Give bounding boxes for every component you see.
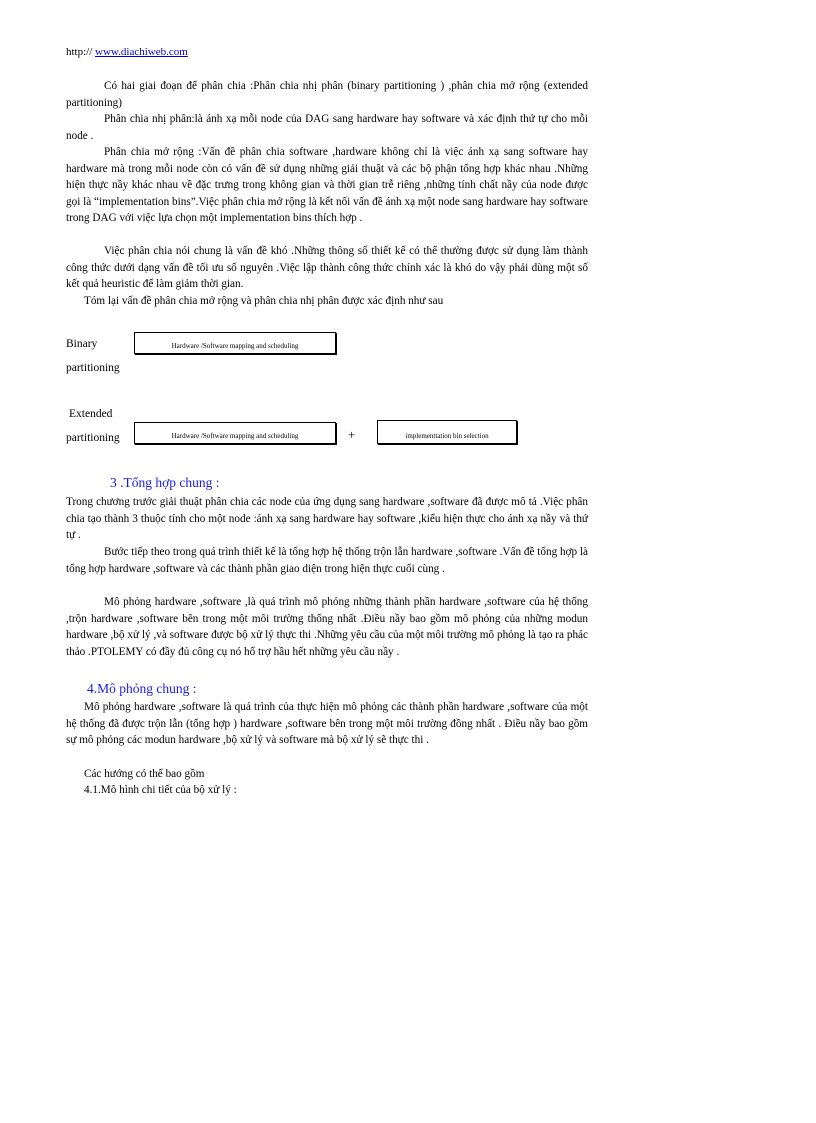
section-4-paragraph-1: Mô phỏng hardware ,software là quá trình của thực hiện mô phỏng các thành phần hardware ,software của một hệ thống đã được trộn lẫn (tổng hợp ) hardware ,software bên trong một môi trường đồng nhất . Điều nầy bao gồm sự mô phỏng các modun hardware ,bộ xử lý và software mà bộ xử lý sẽ thực thi . <box>66 701 588 747</box>
intro-paragraph-2: Phân chia nhị phân:là ánh xạ mỗi node của DAG sang hardware hay software và xác định thứ tự cho mỗi node . <box>66 113 588 142</box>
header-link[interactable]: www.diachiweb.com <box>95 46 188 58</box>
section-3-paragraph-2: Bước tiếp theo trong quá trình thiết kế là tổng hợp hệ thống trộn lẫn hardware ,software .Vấn đề tổng hợp là tổng hợp hardware ,software và các thành phần giao diện trong hiện thực cuối cùng . <box>66 546 588 575</box>
intro-paragraph-3: Phân chia mở rộng :Vấn đề phân chia software ,hardware không chỉ là việc ánh xạ sang software hay hardware mà trong mỗi node còn có vấn đề sử dụng những giải thuật và các bộ phận tổng hợp khác nhau .Những hiện thực nầy khác nhau về đặc trưng trong không gian và thời gian trễ riêng ,những tính chất nầy của node được gọi là “implementation bins”.Việc phân chia mở rộng là kết nối vấn đề ánh xạ một node sang hardware hay software trong DAG với việc lựa chọn một implementation bins thích hợp . <box>66 146 588 225</box>
binary-label-1: Binary <box>66 338 98 350</box>
section-3-paragraph-1: Trong chương trước giải thuật phân chia các node của ứng dụng sang hardware ,software đã được mô tả .Việc phân chia tạo thành 3 thuộc tính cho một node :ánh xạ sang hardware hay software ,kiểu hiện thực cho ánh xạ nầy và thứ tự . <box>66 496 588 542</box>
section-4-heading: 4.Mô phỏng chung : <box>87 681 197 696</box>
binary-label-2: partitioning <box>66 362 120 374</box>
binary-mapping-box: Hardware /Software mapping and scheduling <box>134 332 336 354</box>
extended-label-1: Extended <box>69 408 113 420</box>
plus-sign: + <box>348 427 356 442</box>
page-header <box>66 44 188 61</box>
extended-mapping-box: Hardware /Software mapping and scheduling <box>134 422 336 444</box>
implementation-bin-box: implementtation bin selection <box>377 420 517 444</box>
section-4-paragraph-2: Các hướng có thể bao gồm <box>84 768 205 780</box>
header-prefix: http:// <box>66 46 96 58</box>
section-3-paragraph-3: Mô phỏng hardware ,software ,là quá trình mô phỏng những thành phần hardware ,software của hệ thống ,trộn hardware ,software bên trong một môi trường thống nhất .Điều nầy bao gồm mô phỏng của những modun hardware ,bộ xử lý ,và software được bộ xử lý thực thi .Những yêu cầu của một môi trường mô phỏng là tạo ra phác thảo .PTOLEMY có đầy đủ công cụ nó hổ trợ hầu hết những yêu cầu nầy . <box>66 596 588 658</box>
intro-paragraph-4: Việc phân chia nói chung là vấn đề khó .Những thông số thiết kế có thể thường được sử dụng làm thành công thức dưới dạng vấn đề tối ưu số nguyên .Việc lập thành công thức chính xác là khó do vậy phải dùng một số kết quả heuristic để làm giảm thời gian. <box>66 245 588 291</box>
section-4-subheading: 4.1.Mô hình chi tiết của bộ xử lý : <box>84 784 237 796</box>
extended-label-2: partitioning <box>66 432 120 444</box>
section-3-heading: 3 .Tổng hợp chung : <box>110 475 220 490</box>
intro-paragraph-1: Có hai giai đoạn để phân chia :Phân chia nhị phân (binary partitioning ) ,phân chia mở rộng (extended partitioning) <box>66 80 588 109</box>
intro-paragraph-5: Tóm lại vấn đề phân chia mở rộng và phân chia nhị phân được xác định như sau <box>84 295 444 307</box>
